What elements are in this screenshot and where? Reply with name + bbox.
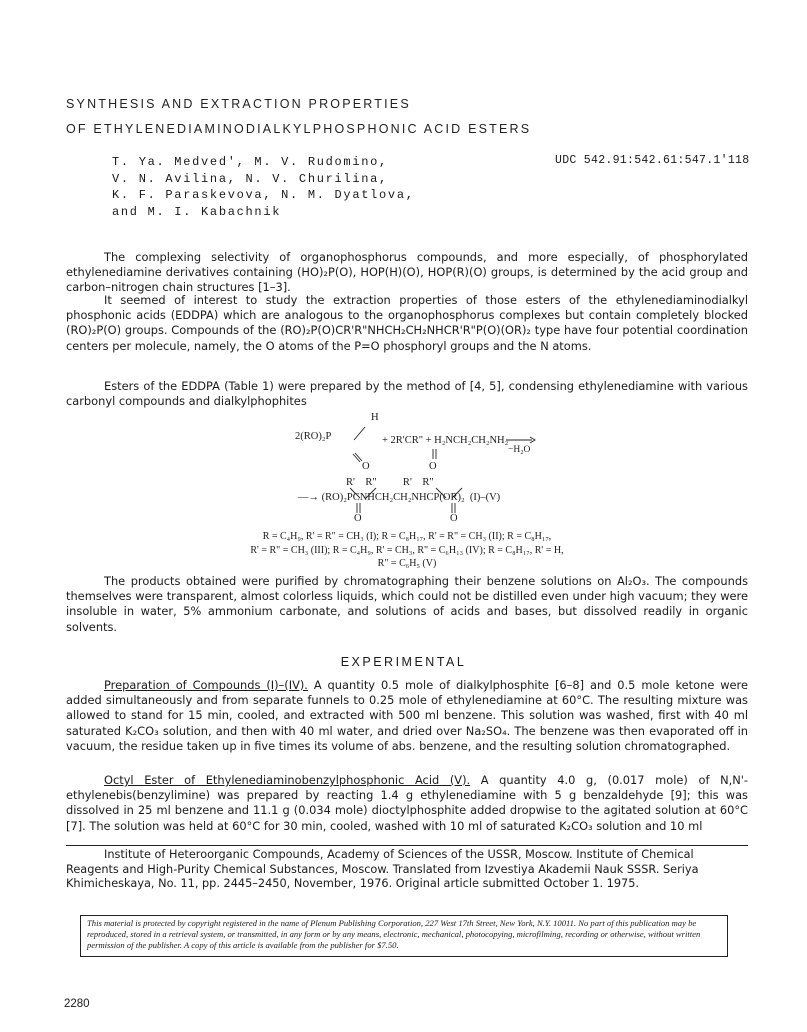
scheme-oxygen-2: O bbox=[429, 461, 437, 472]
scheme-product: —→ (RO)₂PCNHCH₂CH₂NHCP(OR)₂ (I)–(V) bbox=[298, 492, 501, 503]
scheme-oxygen-3: O bbox=[354, 513, 362, 524]
author-line: T. Ya. Medved', M. V. Rudomino, bbox=[112, 155, 388, 169]
paragraph-products: The products obtained were purified by chromatographing their benzene solutions on Al₂O₃. The compounds themselves were transparent, almost colorless liquids, which could not be distilled even under high vacuum; they were insoluble in water, 5% ammonium carbonate, and solutions of acids and bases, but dissolved readily in organic solvents. bbox=[66, 574, 748, 634]
scheme-legend bbox=[66, 530, 748, 571]
udc-code: UDC 542.91:542.61:547.1'118 bbox=[555, 154, 750, 167]
scheme-oxygen-1: O bbox=[362, 461, 370, 472]
paragraph-eddpa: It seemed of interest to study the extraction properties of those esters of the ethylenediaminodialkyl phosphonic acids (EDDPA) which are analogous to the organophosphorus complexes but contain completely blocked (RO)₂P(O) groups. Compounds of the (RO)₂P(O)CR'R"NHCH₂CH₂NHCR'R"P(O)(OR)₂ type have four potential coordination centers per molecule, namely, the O atoms of the P=O phosphoryl groups and the N atoms. bbox=[66, 293, 748, 353]
page-number: 2280 bbox=[64, 998, 90, 1010]
author-line: K. F. Paraskevova, N. M. Dyatlova, bbox=[112, 188, 415, 202]
scheme-legend-line: R' = R" = CH₃ (III); R = C₄H₉, R' = CH₃, R" = C₆H₁₃ (IV); R = C₈H₁₇, R' = H, bbox=[250, 544, 564, 556]
scheme-oxygen-4: O bbox=[450, 513, 458, 524]
section-heading-experimental: EXPERIMENTAL bbox=[340, 655, 467, 669]
paragraph-intro: The complexing selectivity of organophosphorus compounds, and more especially, of phosphorylated ethylenediamine derivatives containing (HO)₂P(O), HOP(H)(O), HOP(R)(O) groups, is determined by the acid group and carbon–nitrogen chain structures [1–3]. bbox=[66, 250, 748, 295]
paragraph-preparation bbox=[66, 678, 748, 754]
subsection-text: A quantity 4.0 g, (0.017 mole) of N,N'-ethylenebis(benzylimine) was prepared by reacting 1.4 g ethylenediamine with 5 g benzaldehyde [9]; this was dissolved in 25 ml benzene and 11.1 g (0.034 mole) dioctylphosphite added dropwise to the agitated solution at 60°C [7]. The solution was held at 60°C for 30 min, cooled, washed with 10 ml of saturated K₂CO₃ solution and 10 ml bbox=[66, 773, 748, 833]
scheme-legend-line: R = C₄H₉, R' = R" = CH₃ (I); R = C₈H₁₇, R' = R" = CH₃ (II); R = C₈H₁₇, bbox=[262, 531, 552, 542]
footnote-affiliation: Institute of Heteroorganic Compounds, Academy of Sciences of the USSR, Moscow. Institute of Chemical Reagents and High-Purity Chemical Substances, Moscow. Translated from Izvestiya Akademii Nauk SSSR. Seriya Khimicheskaya, No. 11, pp. 2445–2450, November, 1976. Original article submitted October 1. 1975. bbox=[66, 848, 699, 890]
paragraph-esters: Esters of the EDDPA (Table 1) were prepared by the method of [4, 5], condensing ethylenediamine with various carbonyl compounds and dialkylphophites bbox=[66, 379, 748, 409]
scheme-reagents: + 2R'CR" + H₂NCH₂CH₂NH₂ bbox=[382, 435, 509, 446]
scheme-arrow bbox=[506, 433, 536, 445]
author-line: and M. I. Kabachnik bbox=[112, 204, 282, 219]
scheme-arrow-label: −H₂O bbox=[508, 445, 531, 455]
paragraph-octyl-ester bbox=[66, 773, 748, 834]
scheme-double-bond bbox=[430, 449, 440, 461]
scheme-legend-line: R" = C₆H₅ (V) bbox=[377, 558, 437, 569]
scheme-product-double-bonds bbox=[354, 503, 464, 515]
subsection-text: A quantity 0.5 mole of dialkylphosphite [6–8] and 0.5 mole ketone were added simultaneously and from separate funnels to 0.25 mole of ethylenediamine at 60°C. The resulting mixture was allowed to stand for 15 min, cooled, and extracted with 500 ml benzene. This solution was washed, first with 40 ml saturated K₂CO₃ solution, and then with 40 ml water, and dried over Na₂SO₄. The benzene was then evaporated off in vacuum, the residue taken up in five times its volume of abs. benzene, and the resulting solution chromatographed. bbox=[66, 678, 748, 753]
subsection-title: Octyl Ester of Ethylenediaminobenzylphosphonic Acid (V). bbox=[104, 773, 471, 787]
scheme-substituent-labels: R' R" R' R" bbox=[346, 477, 434, 488]
author-list bbox=[112, 154, 415, 220]
scheme-h-atom: H bbox=[371, 412, 379, 423]
footnote-divider bbox=[66, 845, 748, 846]
subsection-title: Preparation of Compounds (I)–(IV). bbox=[104, 678, 308, 692]
article-title-line-2: OF ETHYLENEDIAMINODIALKYLPHOSPHONIC ACID ESTERS bbox=[66, 122, 532, 136]
copyright-notice: This material is protected by copyright registered in the name of Plenum Publishing Corporation, 227 West 17th Street, New York, N.Y. 10011. No part of this publication may be reproduced, stored in a retrieval system, or transmitted, in any form or by any means, electronic, mechanical, photocopying, microfilming, recording or otherwise, without written permission of the publisher. A copy of this article is available from the publisher for $7.50. bbox=[80, 915, 728, 957]
article-title-line-1: SYNTHESIS AND EXTRACTION PROPERTIES bbox=[66, 97, 411, 111]
author-line: V. N. Avilina, N. V. Churilina, bbox=[112, 171, 388, 186]
scheme-reactant-phosphite: 2(RO)₂P bbox=[295, 431, 332, 442]
